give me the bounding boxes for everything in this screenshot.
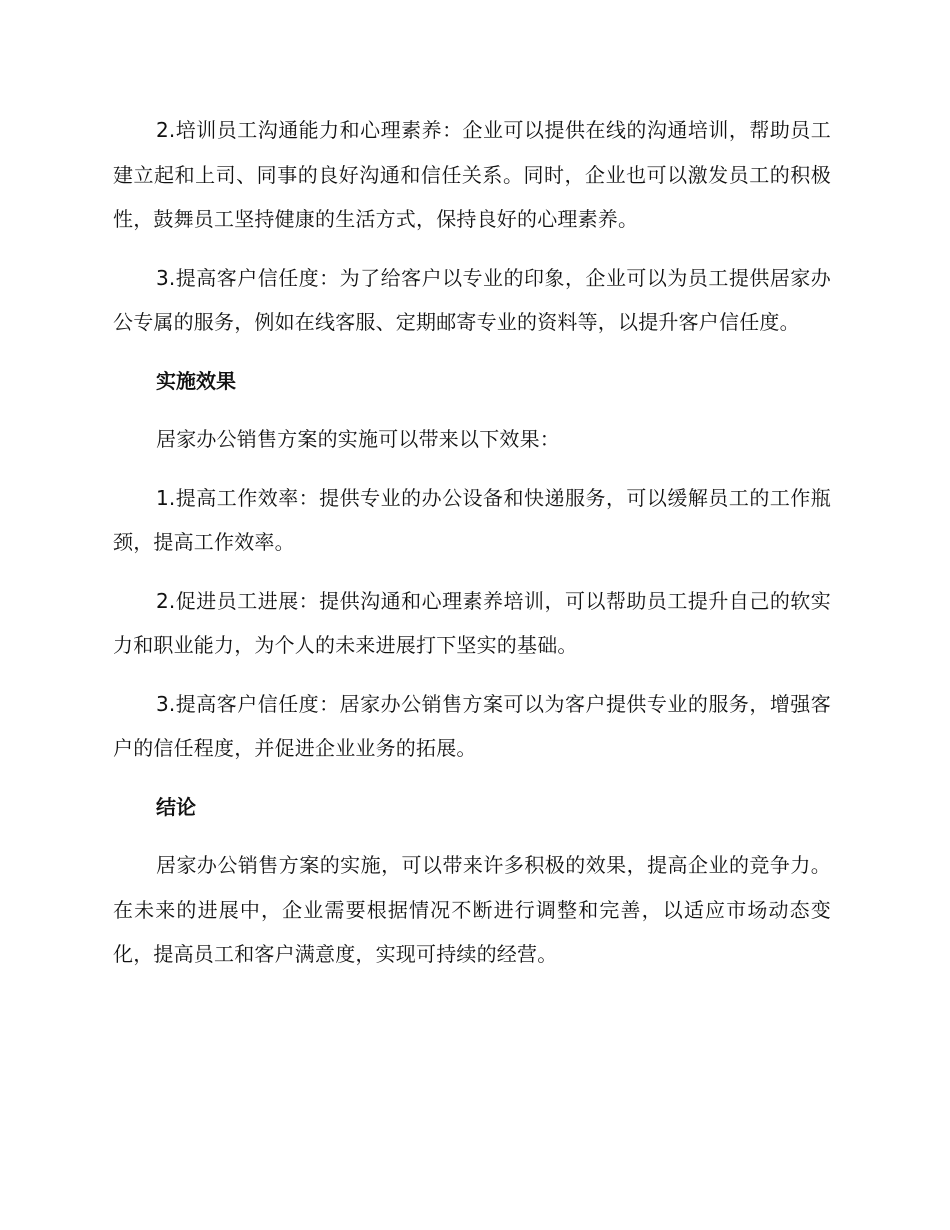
list-item-effect-trust: 3.提高客户信任度：居家办公销售方案可以为客户提供专业的服务，增强客户的信任程度，并促进企业业务的拓展。 bbox=[113, 691, 831, 760]
paragraph-conclusion: 居家办公销售方案的实施，可以带来许多积极的效果，提高企业的竞争力。在未来的进展中，企业需要根据情况不断进行调整和完善，以适应市场动态变化，提高员工和客户满意度，实现可持续的经营。 bbox=[113, 853, 831, 966]
list-item-effect-efficiency: 1.提高工作效率：提供专业的办公设备和快递服务，可以缓解员工的工作瓶颈，提高工作效率。 bbox=[113, 485, 831, 554]
list-item-effect-development: 2.促进员工进展：提供沟通和心理素养培训，可以帮助员工提升自己的软实力和职业能力，为个人的未来进展打下坚实的基础。 bbox=[113, 588, 831, 657]
section-heading-effects: 实施效果 bbox=[156, 368, 236, 393]
section-heading-conclusion: 结论 bbox=[156, 794, 196, 819]
paragraph-training: 2.培训员工沟通能力和心理素养：企业可以提供在线的沟通培训，帮助员工建立起和上司、同事的良好沟通和信任关系。同时，企业也可以激发员工的积极性，鼓舞员工坚持健康的生活方式，保持良好的心理素养。 bbox=[113, 118, 831, 231]
paragraph-effects-intro: 居家办公销售方案的实施可以带来以下效果： bbox=[156, 427, 560, 451]
paragraph-customer-trust: 3.提高客户信任度：为了给客户以专业的印象，企业可以为员工提供居家办公专属的服务，例如在线客服、定期邮寄专业的资料等，以提升客户信任度。 bbox=[113, 265, 831, 334]
document-body bbox=[113, 108, 831, 991]
